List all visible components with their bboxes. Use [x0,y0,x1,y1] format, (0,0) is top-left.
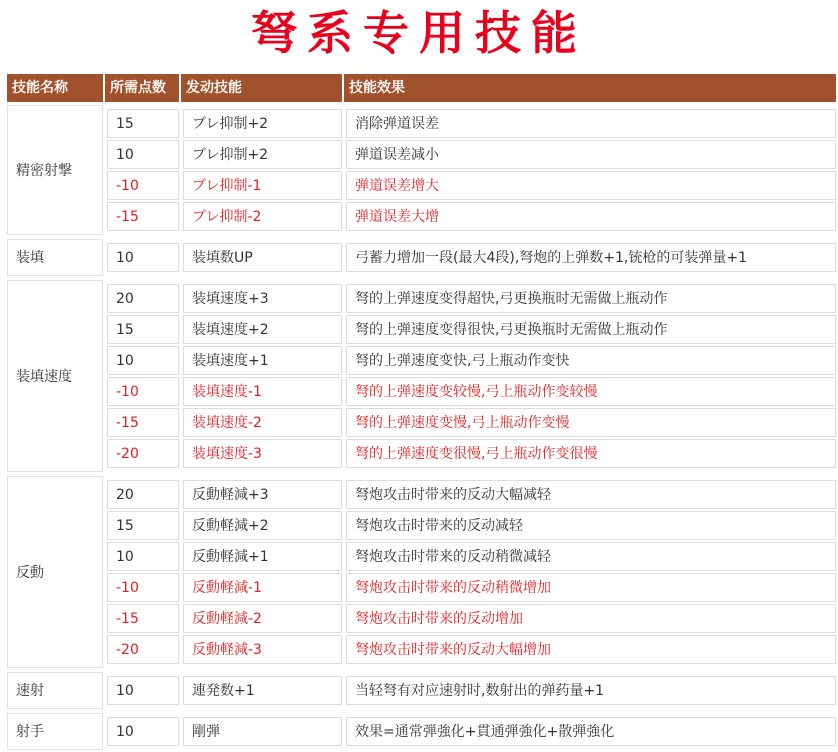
row-points: -20 [107,439,179,468]
row-points: 15 [107,511,179,540]
skill-group-name: 装填 [7,239,103,276]
row-effect: 弩炮攻击时带来的反动减轻 [346,511,836,540]
row-effect: 弩的上弹速度变得很快,弓更换瓶时无需做上瓶动作 [346,315,836,344]
row-skill: 反動軽減+1 [183,542,342,571]
row-effect: 弩的上弹速度变较慢,弓上瓶动作变较慢 [346,377,836,406]
row-effect: 弹道误差大增 [346,202,836,231]
row-skill: 装填数UP [183,243,342,272]
row-skill: ブレ抑制-1 [183,171,342,200]
row-effect: 弩炮攻击时带来的反动稍微增加 [346,573,836,602]
row-skill: 剛弾 [183,717,342,746]
skill-group-name: 射手 [7,713,103,750]
row-points: 10 [107,346,179,375]
row-skill: 装填速度+1 [183,346,342,375]
row-effect: 弩炮攻击时带来的反动稍微减轻 [346,542,836,571]
row-skill: 装填速度-2 [183,408,342,437]
row-effect: 弩的上弹速度变快,弓上瓶动作变快 [346,346,836,375]
skill-group-name: 装填速度 [7,280,103,472]
row-effect: 消除弹道误差 [346,109,836,138]
row-points: 15 [107,315,179,344]
row-points: -10 [107,377,179,406]
row-skill: 反動軽減+2 [183,511,342,540]
row-effect: 弩炮攻击时带来的反动大幅增加 [346,635,836,664]
row-skill: 反動軽減-1 [183,573,342,602]
row-points: -15 [107,408,179,437]
header-points: 所需点数 [105,74,179,102]
row-skill: ブレ抑制+2 [183,109,342,138]
row-skill: ブレ抑制+2 [183,140,342,169]
row-skill: 装填速度+2 [183,315,342,344]
row-points: 15 [107,109,179,138]
row-points: -15 [107,604,179,633]
skill-group-name: 速射 [7,672,103,709]
row-points: 10 [107,717,179,746]
skill-group-name: 反動 [7,476,103,668]
row-points: -10 [107,573,179,602]
row-effect: 弩的上弹速度变很慢,弓上瓶动作变很慢 [346,439,836,468]
row-skill: 装填速度-3 [183,439,342,468]
row-effect: 弩的上弹速度变慢,弓上瓶动作变慢 [346,408,836,437]
row-points: 20 [107,284,179,313]
row-skill: ブレ抑制-2 [183,202,342,231]
row-effect: 弓蓄力增加一段(最大4段),弩炮的上弹数+1,铳枪的可装弹量+1 [346,243,836,272]
row-effect: 当轻弩有对应速射时,数射出的弹药量+1 [346,676,836,705]
row-points: -15 [107,202,179,231]
row-effect: 弩的上弹速度变得超快,弓更换瓶时无需做上瓶动作 [346,284,836,313]
header-activated-skill: 发动技能 [181,74,342,102]
row-skill: 反動軽減-3 [183,635,342,664]
row-skill: 装填速度-1 [183,377,342,406]
row-points: 10 [107,140,179,169]
skill-group-name: 精密射撃 [7,105,103,235]
row-points: 20 [107,480,179,509]
page-title: 弩系专用技能 [251,6,587,60]
row-skill: 反動軽減-2 [183,604,342,633]
row-effect: 弹道误差增大 [346,171,836,200]
row-effect: 效果=通常弾強化+貫通弾強化+散弾強化 [346,717,836,746]
row-points: 10 [107,243,179,272]
row-effect: 弩炮攻击时带来的反动大幅减轻 [346,480,836,509]
row-skill: 装填速度+3 [183,284,342,313]
row-points: -20 [107,635,179,664]
header-effect: 技能效果 [344,74,836,102]
row-skill: 反動軽減+3 [183,480,342,509]
header-skill-name: 技能名称 [7,74,103,102]
row-points: 10 [107,676,179,705]
row-points: -10 [107,171,179,200]
row-effect: 弩炮攻击时带来的反动增加 [346,604,836,633]
row-effect: 弹道误差减小 [346,140,836,169]
row-skill: 連発数+1 [183,676,342,705]
row-points: 10 [107,542,179,571]
